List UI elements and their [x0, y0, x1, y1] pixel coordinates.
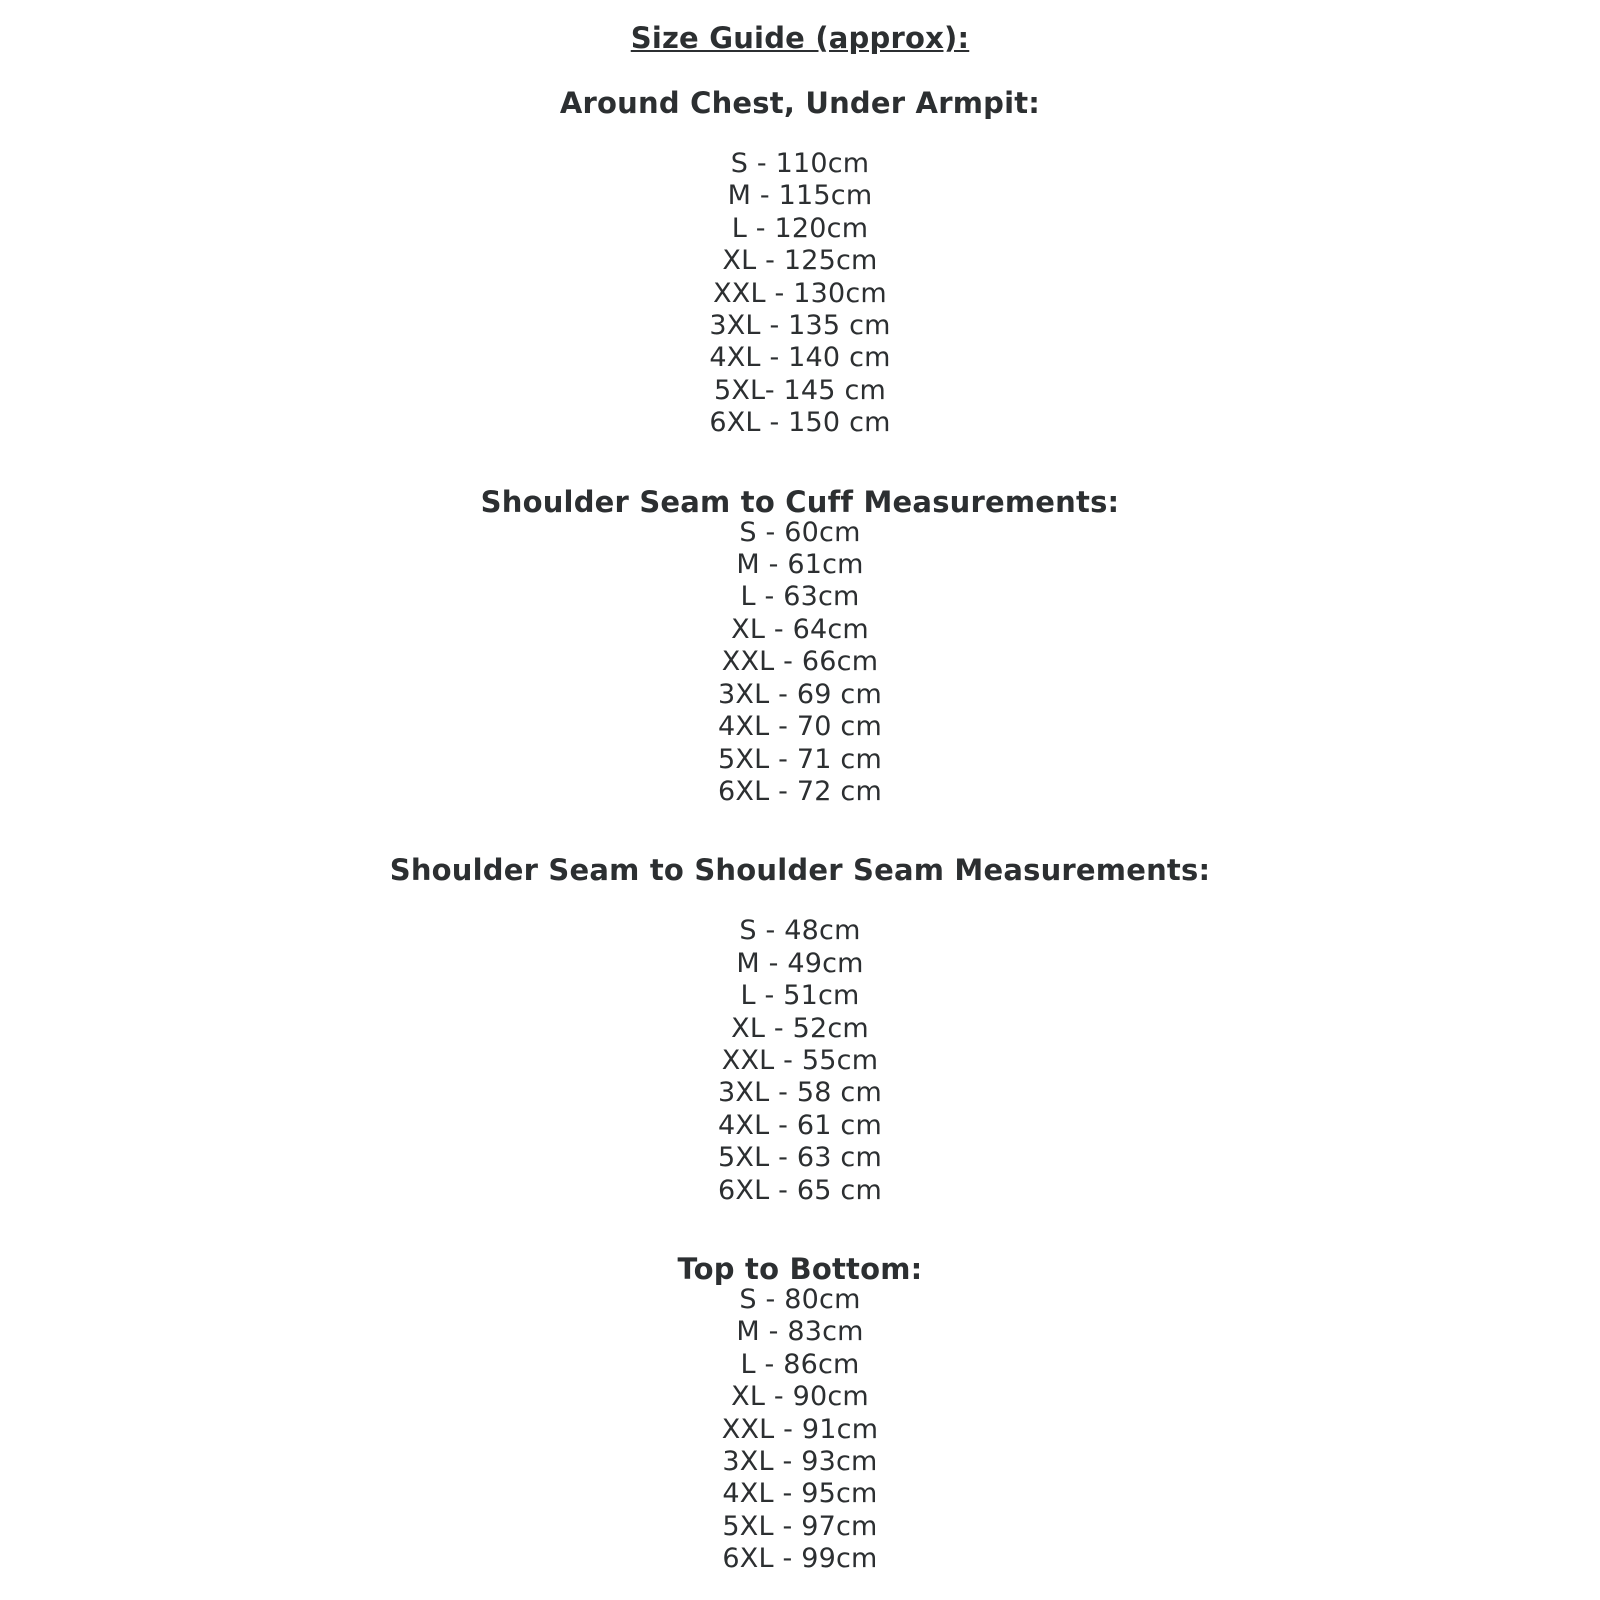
section-shoulder-to-shoulder [0, 853, 1600, 1207]
measurement-row: S - 80cm [739, 1283, 861, 1315]
spacer [0, 1207, 1600, 1243]
measurement-row: XXL - 130cm [713, 277, 887, 309]
measurement-row: 3XL - 93cm [722, 1446, 878, 1477]
measurement-row: XL - 125cm [722, 245, 878, 277]
measurement-row: 5XL - 97cm [722, 1510, 878, 1542]
measurement-row: M - 115cm [727, 180, 873, 212]
spacer [0, 885, 1600, 915]
section-heading: Top to Bottom: [677, 1251, 923, 1286]
section-heading: Around Chest, Under Armpit: [559, 86, 1041, 120]
section-heading: Shoulder Seam to Cuff Measurements: [480, 484, 1120, 519]
spacer [0, 118, 1600, 148]
measurement-row: L - 63cm [740, 581, 860, 613]
measurement-row: XL - 90cm [731, 1381, 869, 1413]
measurement-row: L - 51cm [740, 980, 860, 1012]
measurement-row: L - 86cm [740, 1348, 860, 1380]
measurement-row: 4XL - 61 cm [718, 1109, 882, 1141]
measurement-row: 4XL - 95cm [722, 1478, 878, 1510]
measurement-row: 5XL - 71 cm [718, 743, 882, 775]
measurement-row: XXL - 66cm [721, 646, 879, 678]
measurement-row: 3XL - 135 cm [709, 310, 891, 342]
measurement-row: 4XL - 70 cm [718, 711, 882, 743]
measurement-row: 3XL - 58 cm [718, 1077, 882, 1109]
measurement-row: 5XL- 145 cm [713, 374, 887, 406]
measurement-row: M - 49cm [736, 947, 864, 979]
measurement-row: S - 60cm [739, 516, 861, 548]
measurement-row: M - 61cm [736, 549, 864, 581]
measurement-row: XL - 64cm [731, 613, 869, 645]
spacer [0, 53, 1600, 89]
section-shoulder-to-cuff [0, 484, 1600, 809]
measurement-row: S - 48cm [739, 915, 861, 947]
measurement-row: 3XL - 69 cm [718, 678, 882, 710]
measurement-row: M - 83cm [736, 1316, 864, 1348]
section-chest [0, 86, 1600, 440]
spacer [0, 440, 1600, 476]
measurement-row: XL - 52cm [731, 1012, 869, 1044]
page-title: Size Guide (approx): [630, 21, 970, 55]
measurement-row: XXL - 91cm [721, 1413, 879, 1445]
measurement-row: S - 110cm [730, 148, 870, 179]
measurement-row: 6XL - 65 cm [718, 1174, 882, 1206]
measurement-row: 5XL - 63 cm [718, 1142, 882, 1174]
measurement-row: XXL - 55cm [721, 1044, 879, 1076]
measurement-row: 6XL - 150 cm [709, 407, 891, 439]
measurement-row: 6XL - 99cm [722, 1543, 878, 1575]
spacer [0, 808, 1600, 844]
section-heading: Shoulder Seam to Shoulder Seam Measurements: [389, 853, 1211, 888]
measurement-row: 6XL - 72 cm [718, 775, 882, 807]
section-top-to-bottom [0, 1251, 1600, 1576]
measurement-row: 4XL - 140 cm [709, 342, 891, 374]
measurement-row: L - 120cm [731, 212, 869, 244]
